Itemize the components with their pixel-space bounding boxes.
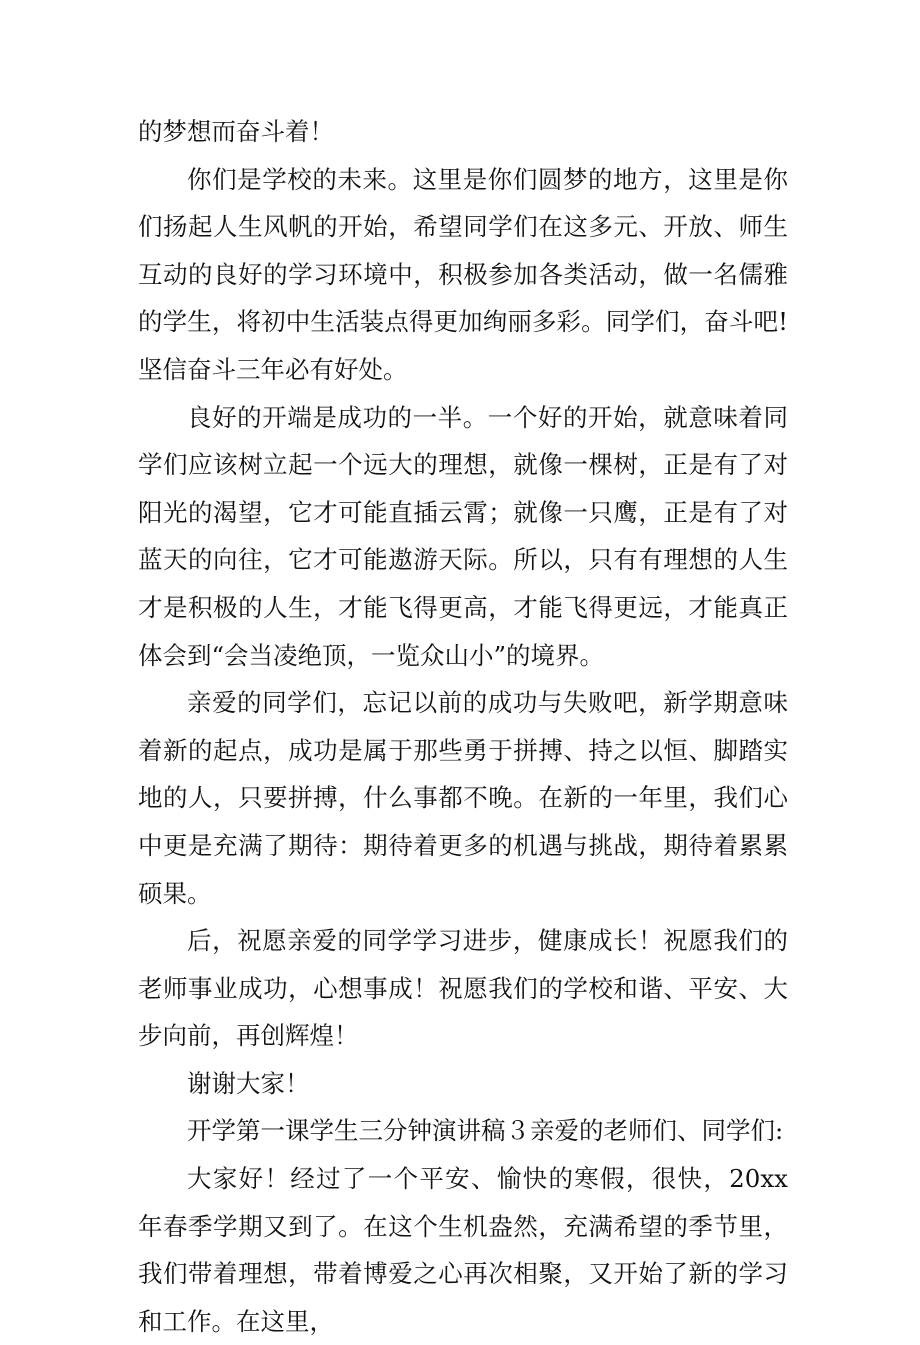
paragraph-6: 谢谢大家！: [187, 1068, 310, 1098]
paragraph-3: 良好的开端是成功的一半。一个好的开始，就意味着同学们应该树立起一个远大的理想，就像一棵树，正是有了对阳光的渴望，它才可能直插云霄；就像一只鹰，正是有了对蓝天的向往，它才可能遨游天际。所以，只有有理想的人生才是积极的人生，才能飞得更高，才能飞得更远，才能真正体会到“会当凌绝顶，一览众山小”的境界。: [138, 402, 788, 670]
paragraph-2: 你们是学校的未来。这里是你们圆梦的地方，这里是你们扬起人生风帆的开始，希望同学们在这多元、开放、师生互动的良好的学习环境中，积极参加各类活动，做一名儒雅的学生，将初中生活装点得更加绚丽多彩。同学们，奋斗吧!坚信奋斗三年必有好处。: [138, 164, 788, 384]
paragraph-1: 的梦想而奋斗着！: [138, 117, 334, 146]
paragraph-5: 后，祝愿亲爱的同学学习进步，健康成长！祝愿我们的老师事业成功，心想事成！祝愿我们的学校和谐、平安、大步向前，再创辉煌！: [138, 926, 788, 1051]
paragraph-7: 开学第一课学生三分钟演讲稿３亲爱的老师们、同学们:: [187, 1116, 784, 1146]
document-body: [138, 108, 788, 1345]
paragraph-8: 大家好！经过了一个平安、愉快的寒假，很快，20xx 年春季学期又到了。在这个生机盎然，充满希望的季节里，我们带着理想，带着博爱之心再次相聚，又开始了新的学习和工作。在这里，: [138, 1164, 788, 1336]
paragraph-4: 亲爱的同学们，忘记以前的成功与失败吧，新学期意味着新的起点，成功是属于那些勇于拼搏、持之以恒、脚踏实地的人，只要拼搏，什么事都不晚。在新的一年里，我们心中更是充满了期待：期待着更多的机遇与挑战，期待着累累硕果。: [138, 688, 788, 908]
